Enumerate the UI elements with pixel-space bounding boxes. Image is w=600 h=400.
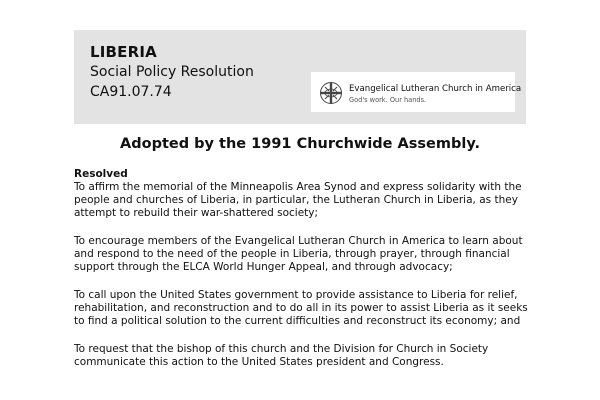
document-header [74, 30, 526, 124]
resolution-paragraph: To encourage members of the Evangelical Lutheran Church in America to learn about and respond to the need of the people in Liberia, through prayer, through financial support through the ELCA World Hunger Appeal, and through advocacy; [74, 235, 523, 274]
adoption-statement: Adopted by the 1991 Churchwide Assembly. [120, 136, 480, 152]
document-subtitle: Social Policy Resolution [90, 64, 254, 80]
logo-tagline: God's work. Our hands. [349, 96, 427, 104]
elca-logo [311, 72, 522, 112]
document-code: CA91.07.74 [90, 84, 172, 100]
logo-org-name: Evangelical Lutheran Church in America [349, 84, 522, 94]
document-title: LIBERIA [90, 43, 157, 61]
cross-emblem-icon [319, 81, 343, 105]
resolution-paragraph: To request that the bishop of this church and the Division for Church in Society communicate this action to the United States president and Congress. [74, 343, 489, 369]
resolution-paragraph: To call upon the United States government to provide assistance to Liberia for relief, rehabilitation, and reconstruction and to do all in its power to assist Liberia as it seeks to find a political solution to the current difficulties and reconstruct its economy; and [74, 289, 528, 328]
resolution-paragraph: To affirm the memorial of the Minneapolis Area Synod and express solidarity with the people and churches of Liberia, in particular, the Lutheran Church in Liberia, as they attempt to rebuild their war-shattered society; [74, 181, 522, 220]
resolved-heading: Resolved [74, 168, 128, 180]
